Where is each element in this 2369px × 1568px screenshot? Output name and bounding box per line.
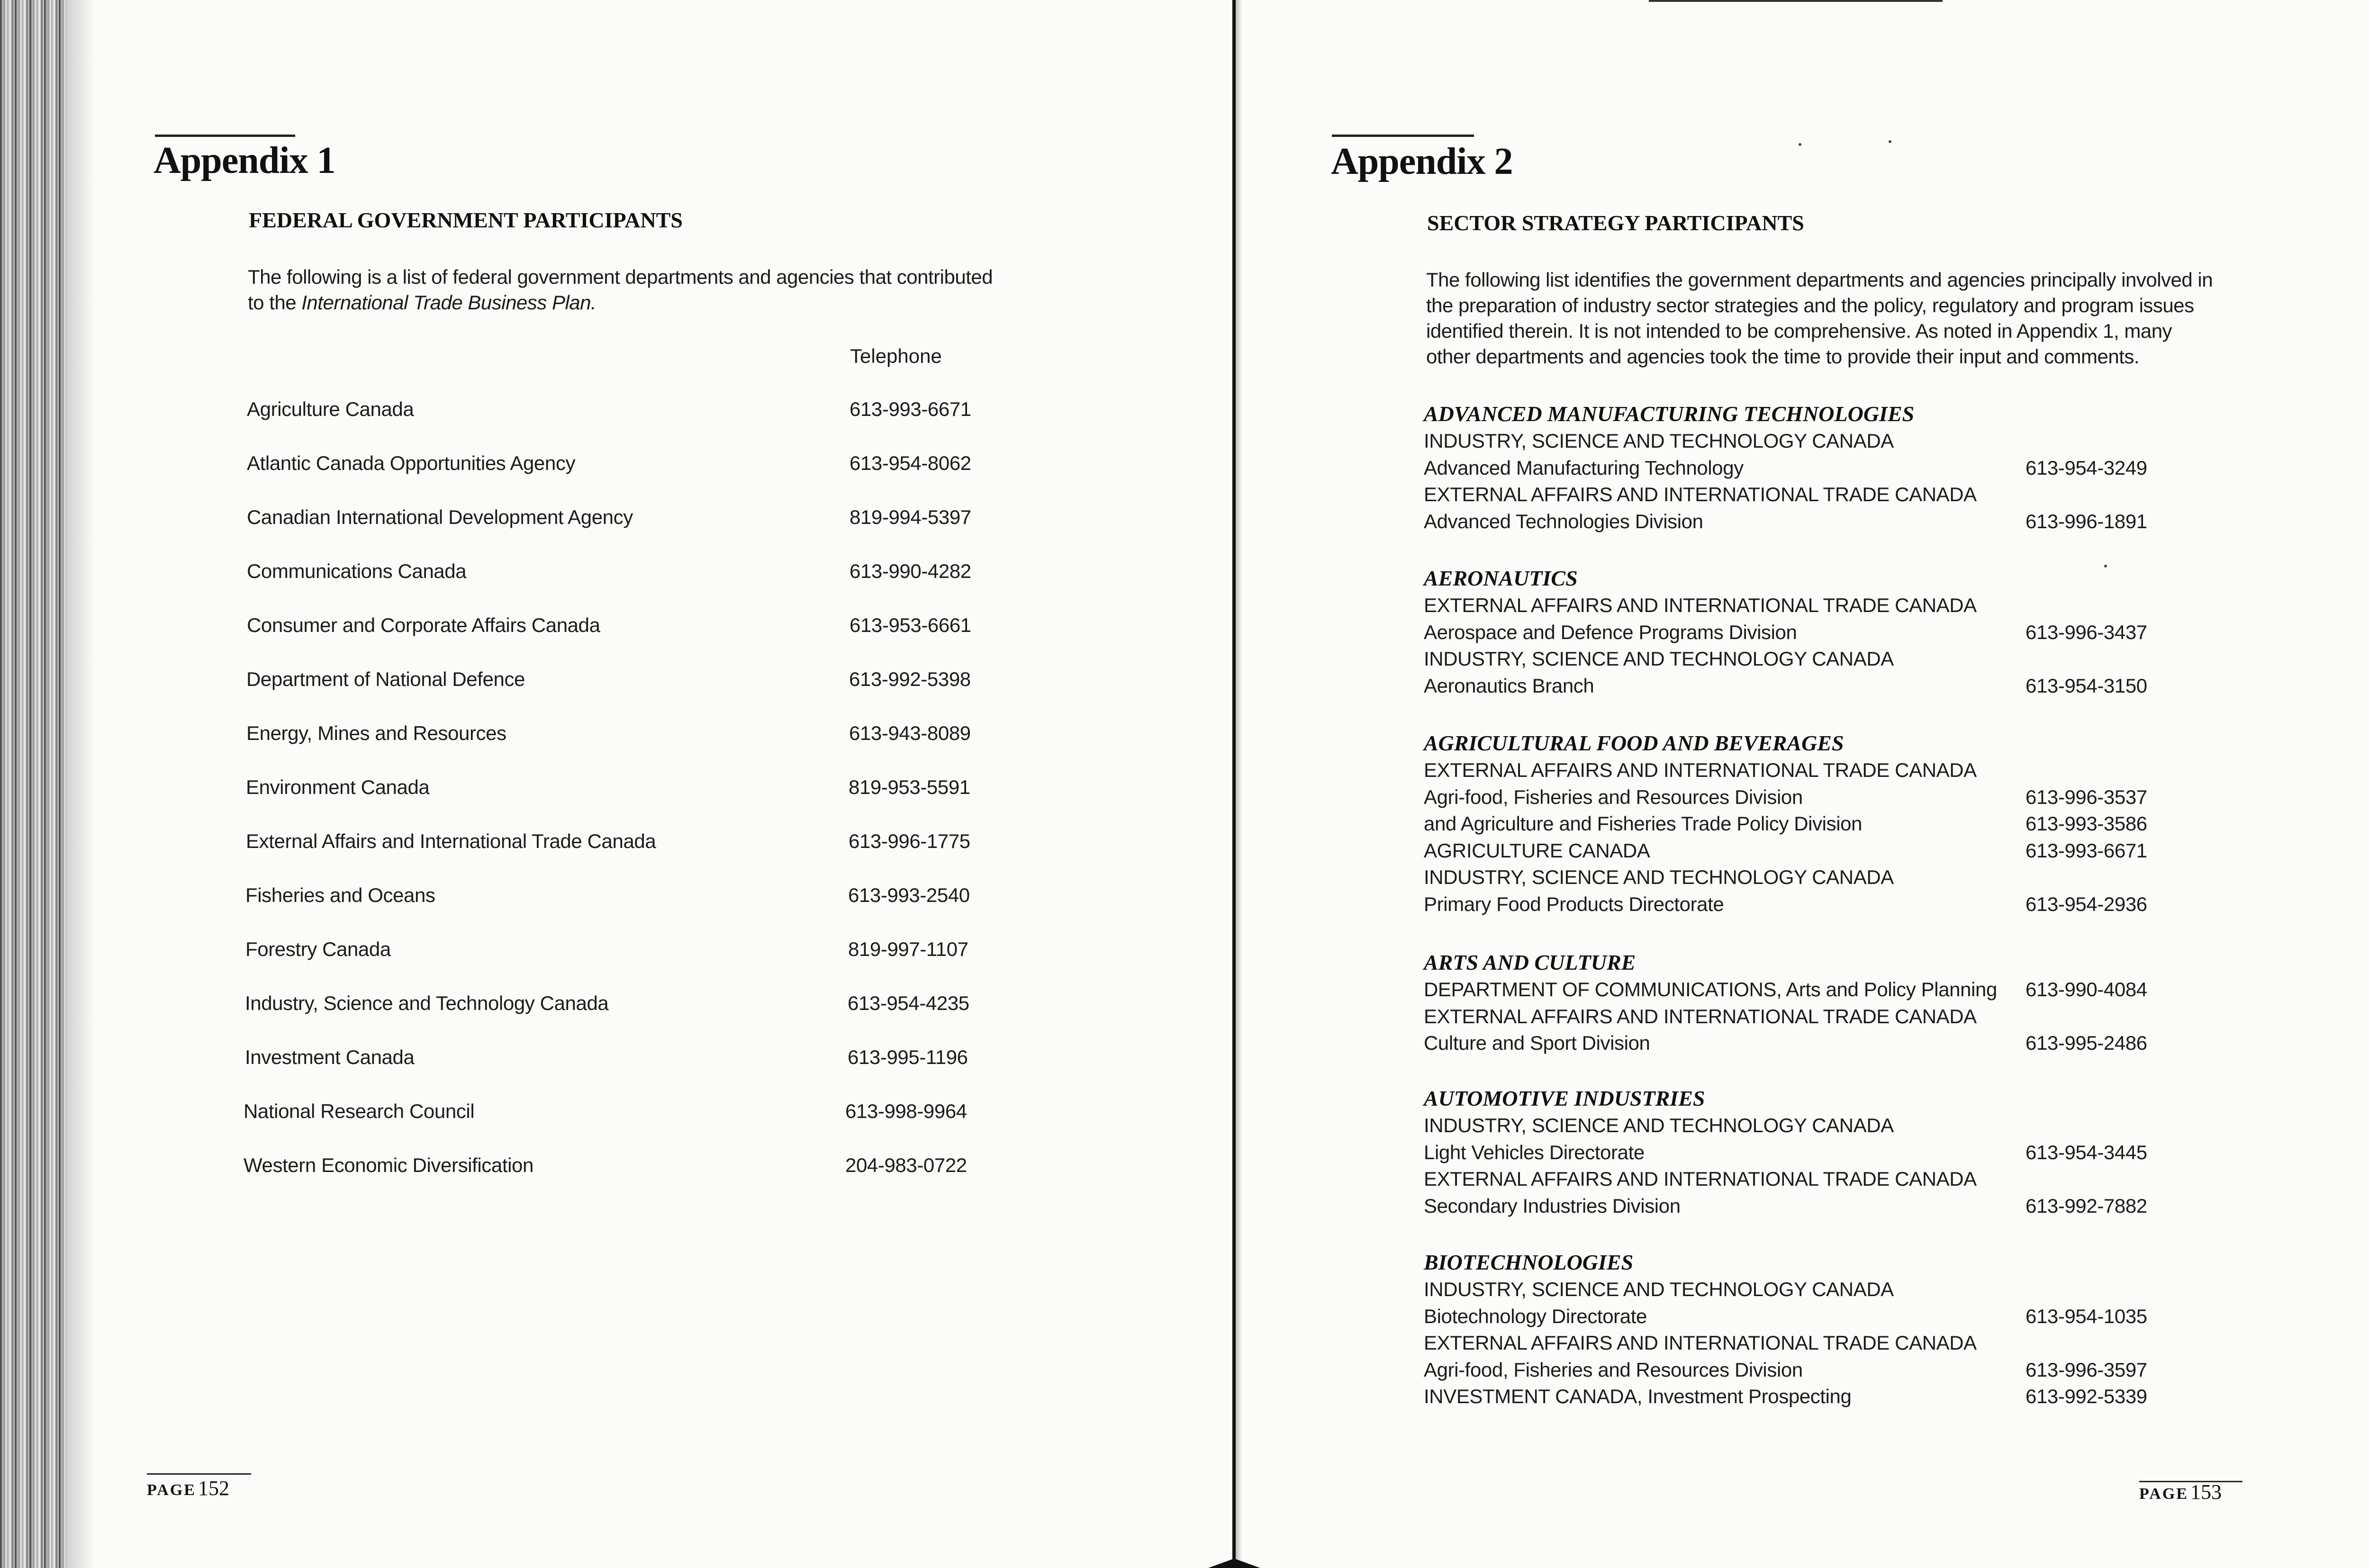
phone-number: 613-954-2936 [2025,892,2147,915]
section-heading: SECTOR STRATEGY PARTICIPANTS [1427,211,1804,235]
list-item [1424,1003,2277,1030]
entry-text: EXTERNAL AFFAIRS AND INTERNATIONAL TRADE CANADA [1424,483,1977,505]
phone-number: 613-992-7882 [2025,1194,2147,1217]
entry-text: Light Vehicles Directorate [1424,1141,1645,1163]
intro-line: The following is a list of federal government departments and agencies that contributed [248,266,993,288]
department-name: Communications Canada [247,560,467,582]
phone-number: 613-990-4084 [2025,978,2147,1000]
phone-number: 613-998-9964 [845,1100,967,1122]
phone-number: 613-990-4282 [850,560,971,582]
phone-number: 613-996-3537 [2025,785,2147,808]
intro-prefix: to the [248,291,302,314]
list-item [1424,619,2277,646]
list-item [1424,976,2277,1003]
page-number-rule [147,1473,251,1475]
entry-text: DEPARTMENT OF COMMUNICATIONS, Arts and Policy Planning [1424,978,1997,1000]
department-name: Investment Canada [245,1046,415,1068]
department-name: Department of National Defence [246,668,525,690]
sector-title: AUTOMOTIVE INDUSTRIES [1424,1086,1705,1110]
department-name: Canadian International Development Agency [247,506,633,528]
list-item [1424,646,2277,673]
list-item [1424,1166,2277,1193]
phone-number: 613-954-3249 [2025,456,2147,479]
telephone-column-header: Telephone [850,345,942,367]
sector-title: AGRICULTURAL FOOD AND BEVERAGES [1424,731,1844,755]
phone-number: 613-993-2540 [848,884,970,906]
list-item [1424,673,2277,700]
department-name: Western Economic Diversification [244,1154,533,1176]
intro-paragraph [248,264,993,315]
entry-text: INDUSTRY, SCIENCE AND TECHNOLOGY CANADA [1424,648,1894,670]
department-name: Fisheries and Oceans [245,884,435,906]
entry-text: Secondary Industries Division [1424,1194,1681,1217]
phone-number: 613-995-1196 [848,1046,968,1068]
phone-number: 613-953-6661 [850,614,971,636]
list-item [1424,1383,2277,1410]
sector-advanced-manufacturing [1424,400,2277,535]
list-item [1424,811,2277,838]
phone-number: 613-954-3445 [2025,1141,2147,1163]
entry-text: EXTERNAL AFFAIRS AND INTERNATIONAL TRADE CANADA [1424,1332,1977,1354]
page-number-value: 153 [2190,1480,2222,1504]
phone-number: 613-996-1775 [849,830,970,852]
phone-number: 819-997-1107 [848,938,968,960]
entry-text: Advanced Technologies Division [1424,510,1703,532]
department-name: Consumer and Corporate Affairs Canada [247,614,600,636]
page-number [2139,1480,2222,1504]
department-name: Industry, Science and Technology Canada [245,992,609,1014]
phone-number: 819-994-5397 [850,506,971,528]
phone-number: 819-953-5591 [849,776,970,798]
intro-line: other departments and agencies took the time to provide their input and comments. [1426,345,2140,368]
list-item [1424,784,2277,811]
list-item [1424,428,2277,455]
sector-aeronautics [1424,565,2277,699]
entry-text: Agri-food, Fisheries and Resources Division [1424,785,1803,808]
entry-text: Primary Food Products Directorate [1424,892,1724,915]
list-item [1424,891,2277,918]
sector-automotive [1424,1085,2277,1219]
intro-line: the preparation of industry sector strategies and the policy, regulatory and program issues [1426,294,2194,316]
entry-text: INDUSTRY, SCIENCE AND TECHNOLOGY CANADA [1424,866,1894,888]
entry-text: INVESTMENT CANADA, Investment Prospecting [1424,1385,1852,1407]
entry-text: INDUSTRY, SCIENCE AND TECHNOLOGY CANADA [1424,1278,1894,1300]
right-page [1237,0,2369,1568]
list-item [1424,757,2277,784]
department-name: Forestry Canada [245,938,391,960]
phone-number: 613-996-3437 [2025,621,2147,643]
entry-text: INDUSTRY, SCIENCE AND TECHNOLOGY CANADA [1424,1114,1894,1136]
sector-arts-culture [1424,949,2277,1057]
phone-number: 613-996-1891 [2025,510,2147,532]
entry-text: EXTERNAL AFFAIRS AND INTERNATIONAL TRADE CANADA [1424,1005,1977,1027]
phone-number: 204-983-0722 [845,1154,967,1176]
entry-text: and Agriculture and Fisheries Trade Policy Division [1424,812,1863,835]
page-number [147,1476,229,1500]
phone-number: 613-993-6671 [2025,839,2147,862]
phone-number: 613-954-4235 [848,992,969,1014]
entry-text: Aeronautics Branch [1424,674,1594,697]
sector-title: AERONAUTICS [1424,566,1578,590]
list-item [1424,1303,2277,1330]
intro-line: identified therein. It is not intended to be comprehensive. As noted in Appendix 1, many [1426,320,2172,342]
entry-text: INDUSTRY, SCIENCE AND TECHNOLOGY CANADA [1424,430,1894,452]
sector-title: BIOTECHNOLOGIES [1424,1250,1634,1274]
intro-paragraph [1426,267,2213,369]
sector-title: ARTS AND CULTURE [1424,950,1636,974]
entry-text: AGRICULTURE CANADA [1424,839,1650,862]
appendix-title-rule [1332,135,1474,137]
phone-number: 613-993-3586 [2025,812,2147,835]
department-name: Atlantic Canada Opportunities Agency [247,452,576,474]
list-item [1424,1139,2277,1166]
page-label: PAGE [2139,1485,2188,1503]
list-item [1424,481,2277,508]
phone-number: 613-954-3150 [2025,674,2147,697]
sector-agricultural-food [1424,730,2277,918]
list-item [1424,455,2277,482]
phone-number: 613-954-1035 [2025,1305,2147,1327]
phone-number: 613-995-2486 [2025,1032,2147,1054]
appendix-title-rule [155,135,295,137]
entry-text: Aerospace and Defence Programs Division [1424,621,1797,643]
appendix-title: Appendix 1 [154,140,335,181]
entry-text: EXTERNAL AFFAIRS AND INTERNATIONAL TRADE CANADA [1424,594,1977,616]
phone-number: 613-993-6671 [850,398,971,420]
list-item [1424,1030,2277,1057]
list-item [1424,864,2277,891]
phone-number: 613-992-5398 [849,668,971,690]
sector-title: ADVANCED MANUFACTURING TECHNOLOGIES [1424,402,1915,426]
page-number-value: 152 [198,1477,229,1500]
phone-number: 613-992-5339 [2025,1385,2147,1407]
phone-number: 613-954-8062 [850,452,971,474]
entry-text: Culture and Sport Division [1424,1032,1650,1054]
intro-line [248,290,993,315]
entry-text: EXTERNAL AFFAIRS AND INTERNATIONAL TRADE CANADA [1424,759,1977,781]
entry-text: Biotechnology Directorate [1424,1305,1647,1327]
list-item [1424,1276,2277,1303]
list-item [1424,1330,2277,1357]
section-heading: FEDERAL GOVERNMENT PARTICIPANTS [249,208,683,232]
appendix-title: Appendix 2 [1331,141,1513,182]
phone-number: 613-996-3597 [2025,1358,2147,1381]
list-item [1424,1112,2277,1139]
list-item [1424,508,2277,535]
intro-line: The following list identifies the government departments and agencies principally involved in [1426,269,2213,291]
list-item [1424,1357,2277,1384]
department-name: Energy, Mines and Resources [246,722,506,744]
entry-text: Agri-food, Fisheries and Resources Division [1424,1358,1803,1381]
entry-text: EXTERNAL AFFAIRS AND INTERNATIONAL TRADE CANADA [1424,1168,1977,1190]
department-name: National Research Council [244,1100,475,1122]
department-name: Agriculture Canada [247,398,414,420]
entry-text: Advanced Manufacturing Technology [1424,456,1744,479]
department-name: External Affairs and International Trade Canada [246,830,656,852]
page-label: PAGE [147,1481,196,1499]
plan-title: International Trade Business Plan. [301,291,597,314]
department-name: Environment Canada [246,776,430,798]
list-item [1424,1193,2277,1220]
sector-biotechnologies [1424,1249,2277,1410]
phone-number: 613-943-8089 [849,722,971,744]
list-item [1424,592,2277,619]
list-item [1424,838,2277,865]
